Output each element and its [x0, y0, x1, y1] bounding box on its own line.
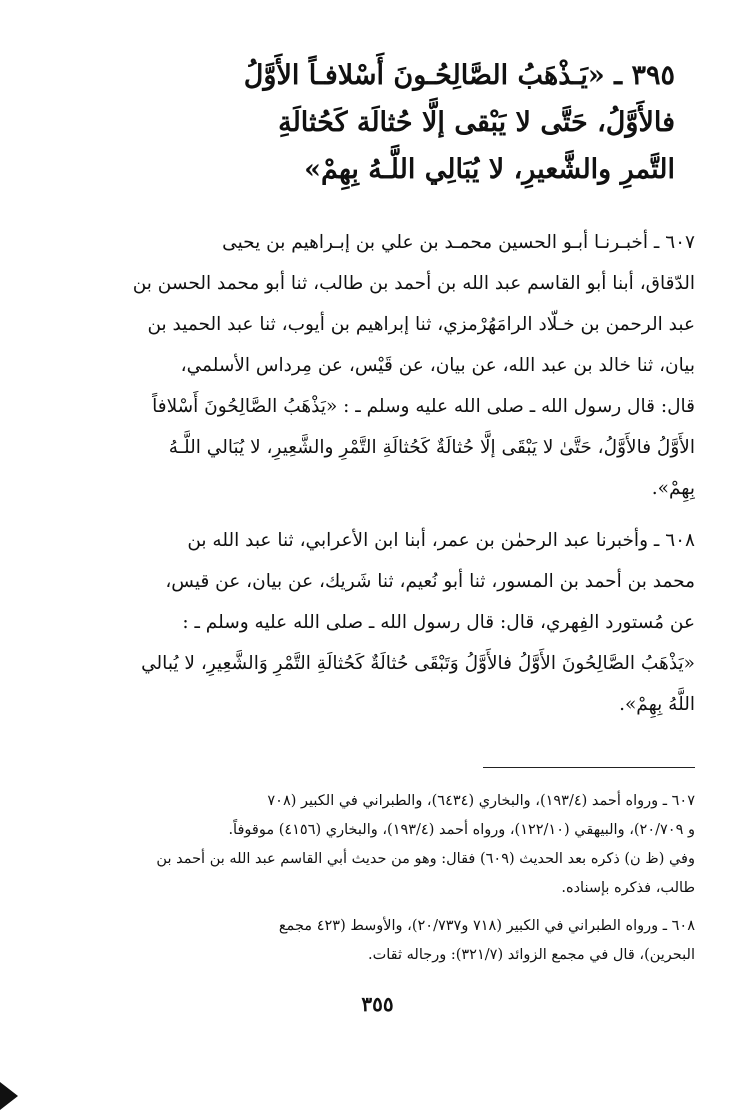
footnote-line: البحرين)، قال في مجمع الزوائد (٣٢١/٧): ورجاله ثقات. — [368, 947, 695, 963]
footnote-607 — [57, 787, 695, 903]
text-line: «يَذْهَبُ الصَّالِحُونَ الأَوَّلُ فالأَوَّلُ وَتَبْقَى حُثالَةٌ كَحُثالَةِ التَّمْرِ وَالشَّعِيرِ، لا يُبالي — [141, 653, 695, 674]
text-line: عن مُستورد الفِهري، قال: قال رسول الله ـ صلى الله عليه وسلم ـ : — [182, 612, 695, 633]
text-line: محمد بن أحمد بن المسور، ثنا أبو نُعيم، ثنا شَريك، عن بيان، عن قيس، — [165, 571, 695, 592]
heading-line: ٣٩٥ ـ «يَـذْهَبُ الصَّالِحُـونَ أَسْلافـاً الأَوَّلُ — [243, 60, 675, 91]
text-line: اللَّهُ بِهِمْ». — [619, 694, 695, 715]
heading-line: فالأَوَّلُ، حَتَّى لا يَبْقى إلَّا حُثالَة كَحُثالَةِ — [278, 107, 675, 138]
footnote-divider — [483, 767, 695, 768]
text-line: الدّقاق، أبنا أبو القاسم عبد الله بن أحمد بن طالب، ثنا أبو محمد الحسن بن — [132, 273, 695, 294]
hadith-608-text — [57, 520, 695, 725]
hadith-607-text — [57, 222, 695, 509]
footnote-line: طالب، فذكره بإسناده. — [561, 880, 695, 896]
footnote-608 — [57, 912, 695, 970]
heading-line: التَّمرِ والشَّعيرِ، لا يُبَالِي اللَّـهُ بِهِمْ» — [304, 154, 675, 185]
text-line: ٦٠٨ ـ وأخبرنا عبد الرحمٰن بن عمر، أبنا ابن الأعرابي، ثنا عبد الله بن — [187, 530, 695, 551]
footnote-line: ٦٠٧ ـ ورواه أحمد (١٩٣/٤)، والبخاري (٦٤٣٤)، والطبراني في الكبير (٧٠٨ — [267, 793, 695, 809]
text-line: الأَوَّلُ فالأَوَّلُ، حَتَّىٰ لا يَبْقَى إلَّا حُثالَةٌ كَحُثالَةِ التَّمْرِ والشَّعِيرِ، لا يُبَالي اللَّـهُ — [168, 437, 695, 458]
footnote-line: ٦٠٨ ـ ورواه الطبراني في الكبير (٧١٨ و٢٠/٧٣٧)، والأوسط (٤٢٣ مجمع — [278, 918, 695, 934]
text-line: ٦٠٧ ـ أخبـرنـا أبـو الحسين محمـد بن علي بن إبـراهيم بن يحيى — [222, 232, 695, 253]
footnote-line: وفي (ظ ن) ذكره بعد الحديث (٦٠٩) فقال: وهو من حديث أبي القاسم عبد الله بن أحمد بن — [156, 851, 695, 867]
text-line: عبد الرحمن بن خـلّاد الرامَهُرْمزي، ثنا إبراهيم بن أيوب، ثنا عبد الحميد بن — [147, 314, 695, 335]
footnote-line: و ٢٠/٧٠٩)، والبيهقي (١٢٢/١٠)، ورواه أحمد (١٩٣/٤)، والبخاري (٤١٥٦) موقوفاً. — [228, 822, 695, 838]
hadith-heading-395 — [75, 52, 675, 193]
text-line: بيان، ثنا خالد بن عبد الله، عن بيان، عن قَيْس، عن مِرداس الأسلمي، — [180, 355, 695, 376]
text-line: قال: قال رسول الله ـ صلى الله عليه وسلم ـ : «يَذْهَبُ الصَّالِحُونَ أَسْلافاً — [152, 396, 695, 417]
page-number: ٣٥٥ — [361, 992, 394, 1016]
text-line: بِهِمْ». — [651, 478, 695, 499]
triangle-right-icon — [0, 1082, 18, 1110]
